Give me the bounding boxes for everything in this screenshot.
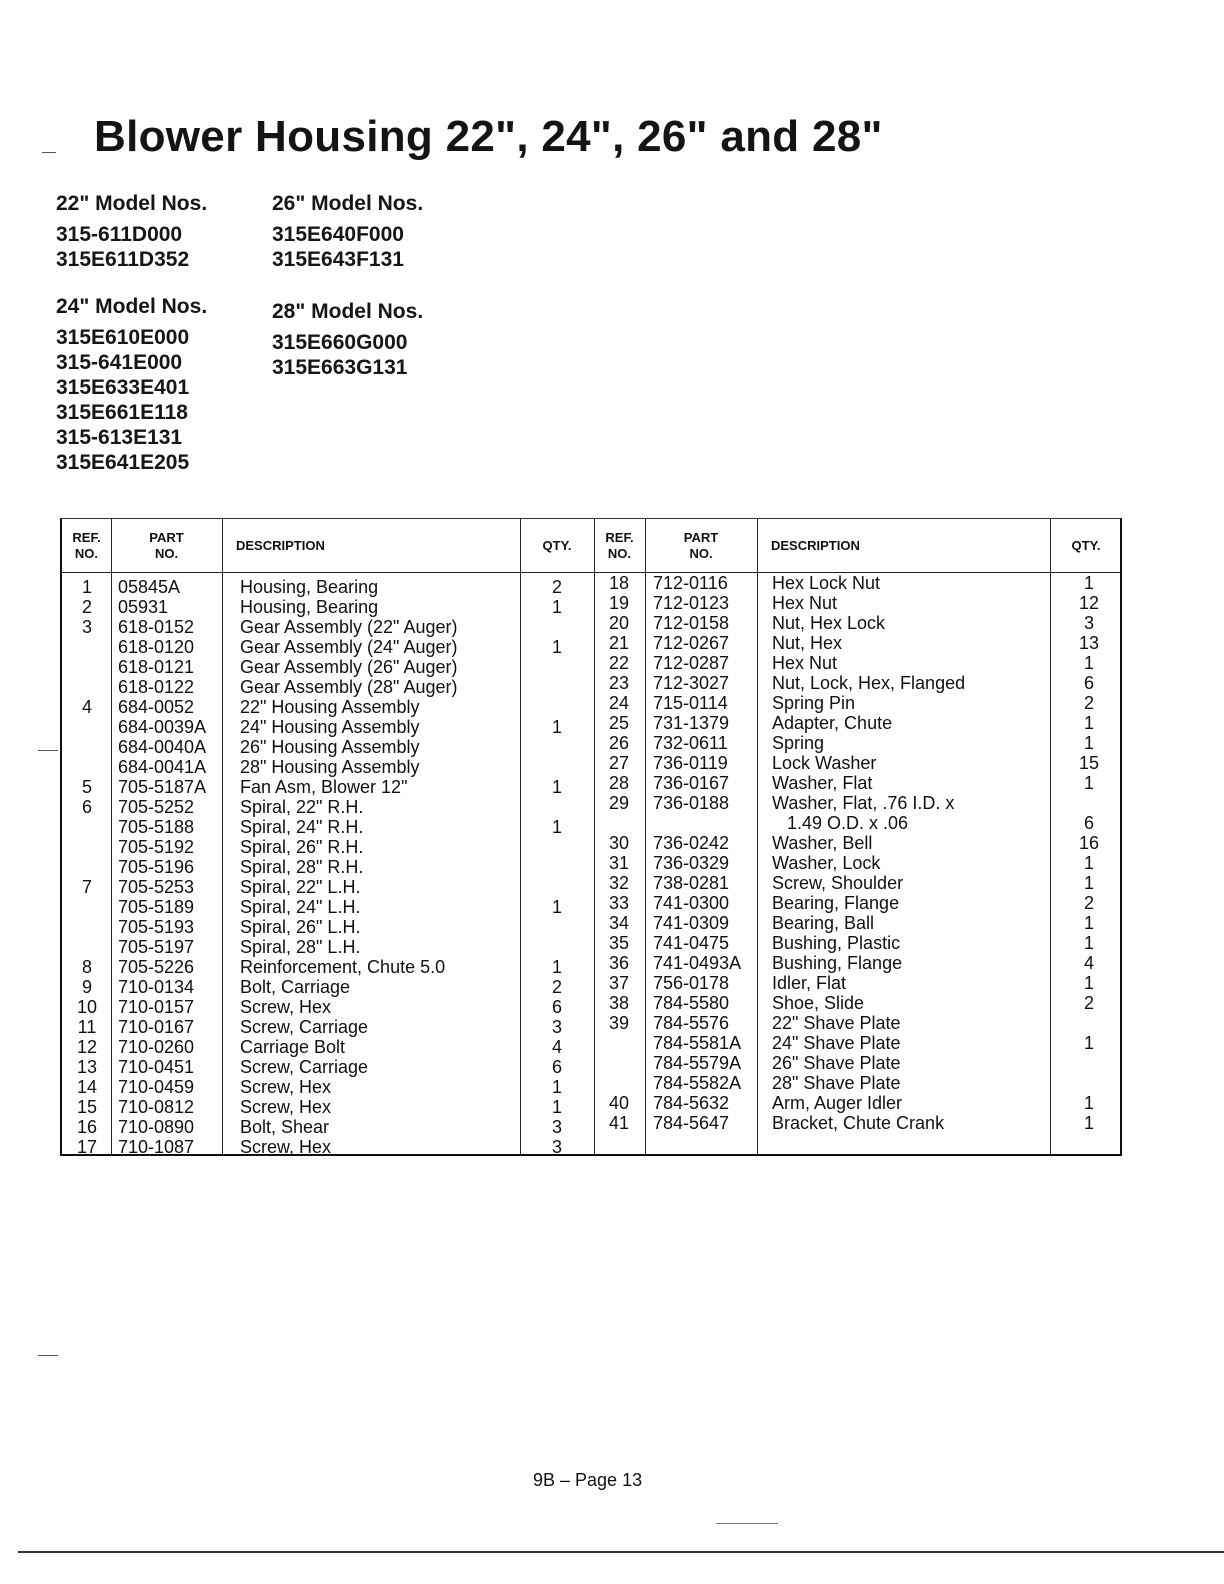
description: 24" Shave Plate [772, 1033, 901, 1053]
part-no: 710-0890 [118, 1117, 195, 1137]
qty: 1 [551, 777, 562, 797]
qty: 2 [1083, 693, 1094, 713]
models-28 [272, 300, 423, 380]
part-no: 741-0475 [653, 933, 730, 953]
part-no: 715-0114 [653, 693, 728, 713]
part-no: 712-3027 [653, 673, 730, 693]
table-row [62, 597, 594, 617]
ref-no: 36 [608, 953, 630, 973]
description: Nut, Hex [772, 633, 843, 653]
qty: 1 [1083, 713, 1094, 733]
qty: 1 [1083, 913, 1094, 933]
ref-no: 17 [76, 1137, 98, 1157]
parts-table [60, 518, 1122, 1156]
model-number: 315E663G131 [272, 356, 408, 379]
description: 26" Shave Plate [772, 1053, 901, 1073]
ref-no: 15 [76, 1097, 98, 1117]
table-row [62, 937, 594, 957]
qty: 1 [1083, 733, 1094, 753]
table-row [62, 897, 594, 917]
table-row [594, 893, 1122, 913]
qty: 1 [551, 637, 562, 657]
ref-no: 5 [81, 777, 92, 797]
description: 1.49 O.D. x .06 [772, 813, 909, 833]
table-row [594, 1073, 1122, 1093]
description: Bearing, Flange [772, 893, 900, 913]
qty: 2 [551, 577, 562, 597]
ref-no: 34 [608, 913, 630, 933]
table-row [594, 833, 1122, 853]
model-number: 315E643F131 [272, 248, 404, 271]
table-row [62, 717, 594, 737]
part-no: 705-5252 [118, 797, 195, 817]
model-header: 26" Model Nos. [272, 192, 424, 215]
qty: 3 [1083, 613, 1094, 633]
qty: 1 [551, 957, 562, 977]
part-no: 618-0152 [118, 617, 195, 637]
table-row [594, 613, 1122, 633]
parts-list-right [594, 573, 1122, 1133]
description: Screw, Hex [240, 997, 332, 1017]
page-title: Blower Housing 22", 24", 26" and 28" [94, 112, 883, 161]
qty: 1 [1083, 773, 1094, 793]
ref-no: 38 [608, 993, 630, 1013]
description: Spiral, 26" L.H. [240, 917, 361, 937]
qty: 6 [551, 997, 562, 1017]
model-header: 24" Model Nos. [56, 295, 208, 318]
table-row [62, 757, 594, 777]
model-number: 315E641E205 [56, 451, 190, 474]
ref-no: 3 [81, 617, 92, 637]
qty: 3 [551, 1117, 562, 1137]
description: Idler, Flat [772, 973, 847, 993]
header-ref: REF. NO. [605, 529, 634, 561]
table-row [594, 1093, 1122, 1113]
part-no: 684-0039A [118, 717, 207, 737]
qty: 6 [551, 1057, 562, 1077]
table-row [62, 877, 594, 897]
part-no: 784-5632 [653, 1093, 730, 1113]
models-24 [56, 295, 207, 475]
qty: 13 [1078, 633, 1100, 653]
description: Screw, Shoulder [772, 873, 904, 893]
part-no: 784-5647 [653, 1113, 730, 1133]
model-number: 315-611D000 [56, 223, 183, 246]
table-row [594, 773, 1122, 793]
description: Washer, Bell [772, 833, 873, 853]
part-no: 684-0052 [118, 697, 195, 717]
qty: 1 [1083, 1093, 1094, 1113]
description: Hex Nut [772, 653, 838, 673]
table-row [594, 913, 1122, 933]
ref-no: 19 [608, 593, 630, 613]
qty: 3 [551, 1137, 562, 1157]
description: Spiral, 28" L.H. [240, 937, 361, 957]
part-no: 618-0121 [118, 657, 195, 677]
ref-no: 14 [76, 1077, 98, 1097]
ref-no: 25 [608, 713, 630, 733]
part-no: 710-1087 [118, 1137, 195, 1157]
part-no: 731-1379 [653, 713, 730, 733]
part-no: 784-5580 [653, 993, 730, 1013]
description: 26" Housing Assembly [240, 737, 420, 757]
margin-mark [38, 750, 58, 751]
part-no: 784-5581A [653, 1033, 742, 1053]
table-row [62, 837, 594, 857]
description: Screw, Carriage [240, 1057, 369, 1077]
table-row [594, 933, 1122, 953]
description: Screw, Hex [240, 1137, 332, 1157]
header-description: DESCRIPTION [236, 537, 325, 553]
qty: 4 [551, 1037, 562, 1057]
description: Bolt, Carriage [240, 977, 351, 997]
model-number: 315E661E118 [56, 401, 188, 424]
description: Bolt, Shear [240, 1117, 330, 1137]
models-22 [56, 192, 207, 272]
table-row [62, 577, 594, 597]
qty: 1 [551, 717, 562, 737]
qty: 1 [1083, 853, 1094, 873]
ref-no: 24 [608, 693, 630, 713]
description: 22" Shave Plate [772, 1013, 901, 1033]
description: 28" Shave Plate [772, 1073, 901, 1093]
table-row [62, 677, 594, 697]
description: Bushing, Flange [772, 953, 903, 973]
header-part: PART NO. [683, 529, 719, 561]
model-number: 315-641E000 [56, 351, 183, 374]
part-no: 712-0116 [653, 573, 728, 593]
description: Washer, Flat [772, 773, 873, 793]
model-number: 315E611D352 [56, 248, 190, 271]
description: Bearing, Ball [772, 913, 875, 933]
description: Gear Assembly (22" Auger) [240, 617, 458, 637]
description: Shoe, Slide [772, 993, 865, 1013]
table-row [594, 993, 1122, 1013]
part-no: 756-0178 [653, 973, 730, 993]
qty: 16 [1078, 833, 1100, 853]
qty: 6 [1083, 673, 1094, 693]
part-no: 710-0459 [118, 1077, 195, 1097]
part-no: 736-0329 [653, 853, 730, 873]
ref-no: 35 [608, 933, 630, 953]
table-row [62, 1037, 594, 1057]
ref-no: 13 [76, 1057, 98, 1077]
ref-no: 41 [608, 1113, 630, 1133]
table-row [62, 1057, 594, 1077]
margin-mark [42, 152, 56, 153]
part-no: 618-0122 [118, 677, 195, 697]
table-row [62, 857, 594, 877]
model-number: 315-613E131 [56, 426, 183, 449]
table-row [62, 637, 594, 657]
ref-no: 2 [81, 597, 92, 617]
part-no: 732-0611 [653, 733, 728, 753]
table-row [62, 697, 594, 717]
table-row [594, 953, 1122, 973]
model-number: 315E633E401 [56, 376, 190, 399]
table-row [62, 1017, 594, 1037]
ref-no: 7 [81, 877, 92, 897]
description: Bracket, Chute Crank [772, 1113, 945, 1133]
part-no: 705-5189 [118, 897, 195, 917]
qty: 6 [1083, 813, 1094, 833]
table-row [594, 693, 1122, 713]
table-row [62, 617, 594, 637]
description: Gear Assembly (26" Auger) [240, 657, 458, 677]
description: Bushing, Plastic [772, 933, 901, 953]
table-row [594, 713, 1122, 733]
table-row [594, 653, 1122, 673]
description: Housing, Bearing [240, 597, 379, 617]
ref-no: 37 [608, 973, 630, 993]
ref-no: 22 [608, 653, 630, 673]
part-no: 736-0167 [653, 773, 730, 793]
table-row [62, 657, 594, 677]
table-row [594, 793, 1122, 813]
model-header: 28" Model Nos. [272, 300, 424, 323]
description: Screw, Hex [240, 1097, 332, 1117]
ref-no: 21 [608, 633, 630, 653]
description: Fan Asm, Blower 12" [240, 777, 408, 797]
part-no: 710-0451 [118, 1057, 195, 1077]
part-no: 705-5253 [118, 877, 195, 897]
table-row [594, 1033, 1122, 1053]
table-row [62, 797, 594, 817]
part-no: 712-0123 [653, 593, 730, 613]
part-no: 741-0300 [653, 893, 730, 913]
models-26 [272, 192, 423, 272]
qty: 15 [1078, 753, 1100, 773]
ref-no: 32 [608, 873, 630, 893]
ref-no: 6 [81, 797, 92, 817]
ref-no: 28 [608, 773, 630, 793]
table-row [62, 1077, 594, 1097]
part-no: 05845A [118, 577, 181, 597]
ref-no: 9 [81, 977, 92, 997]
header-description: DESCRIPTION [771, 537, 860, 553]
description: Spiral, 24" L.H. [240, 897, 361, 917]
description: Reinforcement, Chute 5.0 [240, 957, 446, 977]
model-number: 315E640F000 [272, 223, 404, 246]
table-row [62, 737, 594, 757]
table-row [62, 977, 594, 997]
description: 22" Housing Assembly [240, 697, 420, 717]
qty: 12 [1078, 593, 1100, 613]
header-qty: QTY. [1071, 537, 1101, 553]
table-row [62, 1117, 594, 1137]
bottom-rule [18, 1551, 1224, 1553]
description: Washer, Lock [772, 853, 881, 873]
table-row [62, 817, 594, 837]
ref-no: 20 [608, 613, 630, 633]
table-row [594, 633, 1122, 653]
description: Nut, Lock, Hex, Flanged [772, 673, 966, 693]
header-qty: QTY. [542, 537, 572, 553]
qty: 4 [1083, 953, 1094, 973]
table-row [594, 573, 1122, 593]
description: Spiral, 26" R.H. [240, 837, 364, 857]
qty: 1 [1083, 933, 1094, 953]
part-no: 784-5582A [653, 1073, 742, 1093]
ref-no: 31 [608, 853, 630, 873]
qty: 2 [1083, 993, 1094, 1013]
ref-no: 12 [76, 1037, 98, 1057]
part-no: 05931 [118, 597, 169, 617]
qty: 1 [1083, 973, 1094, 993]
page-number: 9B – Page 13 [533, 1470, 643, 1490]
description: Hex Lock Nut [772, 573, 881, 593]
description: Gear Assembly (24" Auger) [240, 637, 458, 657]
qty: 1 [551, 1097, 562, 1117]
model-header: 22" Model Nos. [56, 192, 208, 215]
table-row [594, 873, 1122, 893]
table-row [594, 753, 1122, 773]
description: Housing, Bearing [240, 577, 379, 597]
model-number: 315E660G000 [272, 331, 408, 354]
qty: 2 [551, 977, 562, 997]
part-no: 710-0260 [118, 1037, 195, 1057]
ref-no: 27 [608, 753, 630, 773]
table-row [62, 957, 594, 977]
part-no: 736-0188 [653, 793, 730, 813]
table-row [62, 917, 594, 937]
description: Arm, Auger Idler [772, 1093, 903, 1113]
table-row [594, 1053, 1122, 1073]
table-row [594, 813, 1122, 833]
model-number: 315E610E000 [56, 326, 190, 349]
header-part: PART NO. [149, 529, 184, 561]
qty: 3 [551, 1017, 562, 1037]
part-no: 705-5187A [118, 777, 207, 797]
ref-no: 8 [81, 957, 92, 977]
qty: 1 [1083, 653, 1094, 673]
ref-no: 1 [81, 577, 92, 597]
description: Screw, Carriage [240, 1017, 369, 1037]
table-row [594, 673, 1122, 693]
ref-no: 4 [81, 697, 92, 717]
part-no: 684-0041A [118, 757, 207, 777]
part-no: 712-0158 [653, 613, 730, 633]
ref-no: 23 [608, 673, 630, 693]
table-row [62, 777, 594, 797]
table-row [62, 997, 594, 1017]
description: Gear Assembly (28" Auger) [240, 677, 458, 697]
part-no: 710-0167 [118, 1017, 195, 1037]
part-no: 741-0493A [653, 953, 742, 973]
description: Carriage Bolt [240, 1037, 346, 1057]
ref-no: 26 [608, 733, 630, 753]
description: Spiral, 22" R.H. [240, 797, 364, 817]
part-no: 705-5226 [118, 957, 195, 977]
table-row [594, 1113, 1122, 1133]
part-no: 712-0267 [653, 633, 730, 653]
qty: 1 [1083, 1113, 1094, 1133]
part-no: 705-5192 [118, 837, 195, 857]
scan-mark [716, 1523, 778, 1524]
part-no: 618-0120 [118, 637, 195, 657]
description: Spiral, 28" R.H. [240, 857, 364, 877]
part-no: 784-5576 [653, 1013, 730, 1033]
qty: 1 [1083, 873, 1094, 893]
part-no: 712-0287 [653, 653, 730, 673]
ref-no: 29 [608, 793, 630, 813]
ref-no: 30 [608, 833, 630, 853]
description: 24" Housing Assembly [240, 717, 420, 737]
part-no: 784-5579A [653, 1053, 742, 1073]
part-no: 684-0040A [118, 737, 207, 757]
qty: 2 [1083, 893, 1094, 913]
part-no: 738-0281 [653, 873, 730, 893]
qty: 1 [551, 897, 562, 917]
table-row [594, 853, 1122, 873]
description: Adapter, Chute [772, 713, 893, 733]
description: Screw, Hex [240, 1077, 332, 1097]
description: Spiral, 24" R.H. [240, 817, 364, 837]
part-no: 705-5196 [118, 857, 195, 877]
qty: 1 [551, 1077, 562, 1097]
part-no: 710-0157 [118, 997, 195, 1017]
qty: 1 [551, 817, 562, 837]
part-no: 705-5193 [118, 917, 195, 937]
qty: 1 [1083, 573, 1094, 593]
description: Nut, Hex Lock [772, 613, 886, 633]
qty: 1 [1083, 1033, 1094, 1053]
header-ref: REF. NO. [72, 529, 101, 561]
ref-no: 40 [608, 1093, 630, 1113]
description: 28" Housing Assembly [240, 757, 420, 777]
description: Washer, Flat, .76 I.D. x [772, 793, 955, 813]
ref-no: 10 [76, 997, 98, 1017]
table-row [62, 1137, 594, 1157]
table-row [594, 593, 1122, 613]
ref-no: 16 [76, 1117, 98, 1137]
description: Spring [772, 733, 825, 753]
ref-no: 33 [608, 893, 630, 913]
parts-list-left [62, 577, 594, 1157]
table-row [62, 1097, 594, 1117]
description: Lock Washer [772, 753, 877, 773]
part-no: 705-5188 [118, 817, 195, 837]
part-no: 736-0242 [653, 833, 730, 853]
description: Spiral, 22" L.H. [240, 877, 361, 897]
part-no: 741-0309 [653, 913, 730, 933]
part-no: 710-0134 [118, 977, 195, 997]
table-row [594, 733, 1122, 753]
ref-no: 11 [77, 1017, 97, 1037]
table-row [594, 1013, 1122, 1033]
description: Hex Nut [772, 593, 838, 613]
table-row [594, 973, 1122, 993]
part-no: 710-0812 [118, 1097, 195, 1117]
margin-mark [38, 1355, 58, 1356]
part-no: 736-0119 [653, 753, 728, 773]
qty: 1 [551, 597, 562, 617]
part-no: 705-5197 [118, 937, 195, 957]
ref-no: 18 [608, 573, 630, 593]
description: Spring Pin [772, 693, 856, 713]
ref-no: 39 [608, 1013, 630, 1033]
